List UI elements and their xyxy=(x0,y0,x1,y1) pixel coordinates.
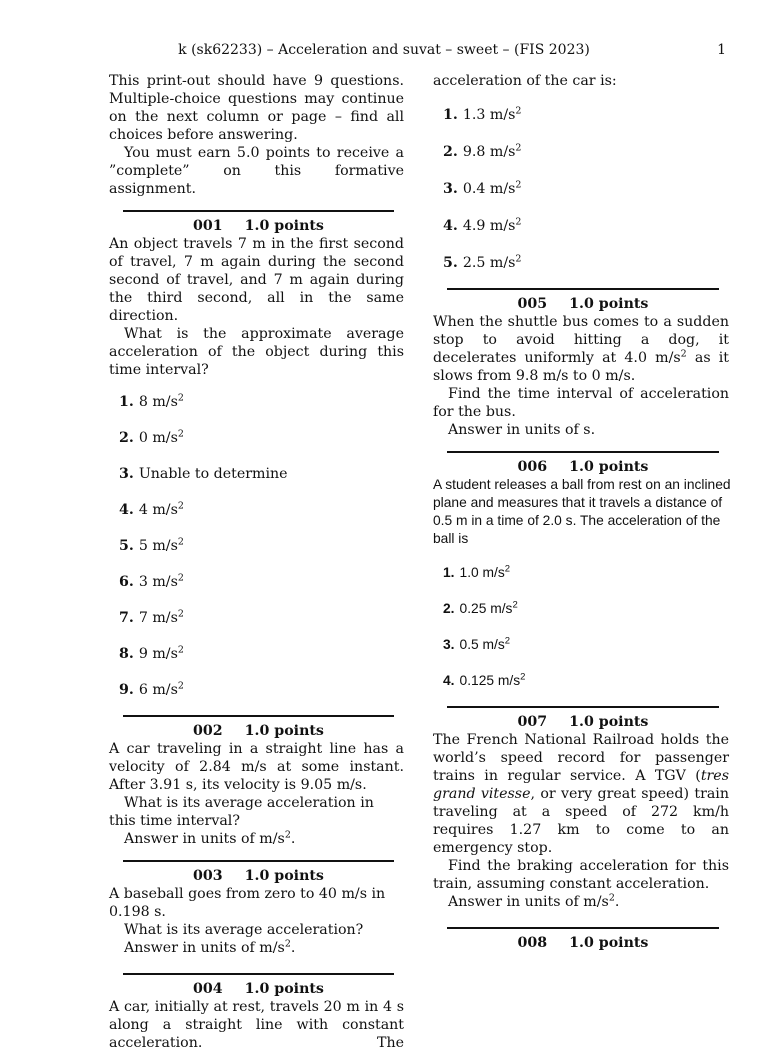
question-prompt: Find the time interval of acceleration for the bus. xyxy=(433,386,729,420)
answer-units-suffix: . xyxy=(290,831,296,847)
choice-option[interactable] xyxy=(443,600,729,636)
page-number: 1 xyxy=(717,42,726,58)
choice-number: 2. xyxy=(119,430,134,446)
choice-number: 9. xyxy=(119,682,134,698)
choice-option[interactable] xyxy=(119,645,404,681)
choice-value: 7 m/s xyxy=(138,610,178,626)
choice-exponent: 2 xyxy=(515,179,522,191)
choice-option[interactable] xyxy=(443,254,729,276)
choice-exponent: 2 xyxy=(177,536,184,548)
choice-number: 4. xyxy=(119,502,134,518)
question-points: 1.0 points xyxy=(244,218,324,234)
choice-exponent: 2 xyxy=(177,500,184,512)
choice-exponent: 2 xyxy=(520,671,526,683)
choice-number: 2. xyxy=(443,601,455,616)
choice-option[interactable] xyxy=(443,564,729,600)
answer-units-exponent: 2 xyxy=(284,829,291,841)
choice-exponent: 2 xyxy=(177,644,184,656)
choice-value: Unable to determine xyxy=(138,466,288,482)
question-number: 008 xyxy=(517,935,548,951)
question-text: A car traveling in a straight line has a velocity of 2.84 m/s at some instant. After 3.91 s, its velocity is 9.05 m/s. xyxy=(109,741,404,793)
question-header xyxy=(123,973,394,998)
question-text: A student releases a ball from rest on an inclined plane and measures that it travels a distance of 0.5 m in a time of 2.0 s. The acceleration of the ball is xyxy=(433,477,731,546)
choice-number: 4. xyxy=(443,673,455,688)
choice-exponent: 2 xyxy=(512,599,518,611)
choice-value: 0.25 m/s xyxy=(459,601,513,616)
answer-units-exponent: 2 xyxy=(284,938,291,950)
page-header xyxy=(0,42,768,62)
choice-option[interactable] xyxy=(119,501,404,537)
answer-units-text: Answer in units of m/s xyxy=(124,831,285,847)
answer-units-exponent: 2 xyxy=(608,892,615,904)
choice-value: 2.5 m/s xyxy=(462,255,516,271)
choice-list xyxy=(119,393,404,703)
choice-value: 1.0 m/s xyxy=(459,565,505,580)
choice-number: 1. xyxy=(119,394,134,410)
question-text: A car, initially at rest, travels 20 m in 4 s along a straight line with constant acceleration. The xyxy=(109,999,404,1051)
right-column xyxy=(433,72,729,952)
intro-paragraph: This print-out should have 9 questions. Multiple-choice questions may continue on the next column or page – find all choices before answering. xyxy=(109,73,404,143)
choice-value: 6 m/s xyxy=(138,682,178,698)
question-text-italic: tres grand vitesse xyxy=(433,768,729,802)
question-header xyxy=(447,927,719,952)
choice-number: 3. xyxy=(443,637,455,652)
question-points: 1.0 points xyxy=(569,296,649,312)
question-text-part: , or very great speed) train traveling at a speed of 272 km/h requires 1.27 km to come to an emergency stop. xyxy=(433,786,729,856)
question-number: 003 xyxy=(193,868,223,884)
choice-value: 0.125 m/s xyxy=(459,673,521,688)
question-points: 1.0 points xyxy=(569,714,649,730)
choice-value: 0.5 m/s xyxy=(459,637,505,652)
choice-list xyxy=(443,106,729,276)
choice-value: 3 m/s xyxy=(138,574,178,590)
choice-option[interactable] xyxy=(119,429,404,465)
answer-units xyxy=(433,893,729,911)
choice-exponent: 2 xyxy=(504,635,511,647)
question-text-part: as it slows from 9.8 m/s to 0 m/s. xyxy=(433,350,730,384)
question-points: 1.0 points xyxy=(244,981,324,997)
question-text-continued: acceleration of the car is: xyxy=(433,73,617,89)
choice-value: 0 m/s xyxy=(138,430,178,446)
question-text: An object travels 7 m in the first second of travel, 7 m again during the second second of travel, and 7 m again during the third second, all in the same direction. xyxy=(109,236,404,324)
choice-value: 1.3 m/s xyxy=(462,107,516,123)
question-text-exponent: 2 xyxy=(680,348,687,360)
choice-exponent: 2 xyxy=(515,105,522,117)
question-number: 001 xyxy=(193,218,223,234)
question-text-part: The French National Railroad holds the world’s speed record for passenger trains in regular service. A TGV ( xyxy=(433,732,729,784)
question-header xyxy=(123,210,394,235)
choice-option[interactable] xyxy=(119,573,404,609)
choice-value: 5 m/s xyxy=(138,538,178,554)
choice-number: 8. xyxy=(119,646,134,662)
answer-units xyxy=(109,830,404,848)
question-text xyxy=(433,313,729,385)
choice-value: 4 m/s xyxy=(138,502,178,518)
choice-value: 9 m/s xyxy=(138,646,178,662)
choice-option[interactable] xyxy=(119,681,404,703)
answer-units-text: Answer in units of m/s xyxy=(124,940,285,956)
question-header xyxy=(447,706,719,731)
question-prompt: What is the approximate average acceleration of the object during this time interval? xyxy=(109,326,404,378)
question-header xyxy=(447,451,719,476)
question-text-part: When the shuttle bus comes to a sudden stop to avoid hitting a dog, it decelerates uniformly at 4.0 m/s xyxy=(433,314,729,366)
choice-number: 4. xyxy=(443,218,458,234)
choice-option[interactable] xyxy=(119,537,404,573)
question-points: 1.0 points xyxy=(244,868,324,884)
choice-value: 9.8 m/s xyxy=(462,144,516,160)
choice-exponent: 2 xyxy=(515,216,522,228)
intro-requirement: You must earn 5.0 points to receive a ”complete” on this formative assignment. xyxy=(109,145,404,197)
question-header xyxy=(123,860,394,885)
choice-number: 7. xyxy=(119,610,134,626)
choice-number: 5. xyxy=(119,538,134,554)
choice-option[interactable] xyxy=(443,672,729,694)
choice-exponent: 2 xyxy=(177,608,184,620)
choice-number: 2. xyxy=(443,144,458,160)
choice-exponent: 2 xyxy=(177,572,184,584)
question-number: 005 xyxy=(517,296,548,312)
choice-option[interactable] xyxy=(119,465,404,501)
choice-exponent: 2 xyxy=(515,253,522,265)
choice-list xyxy=(443,564,729,694)
question-points: 1.0 points xyxy=(244,723,324,739)
choice-value: 0.4 m/s xyxy=(462,181,516,197)
choice-number: 1. xyxy=(443,565,455,580)
answer-units xyxy=(109,939,404,957)
choice-option[interactable] xyxy=(443,106,729,143)
question-number: 006 xyxy=(517,459,548,475)
choice-exponent: 2 xyxy=(177,392,184,404)
choice-exponent: 2 xyxy=(515,142,522,154)
answer-units: Answer in units of s. xyxy=(448,422,596,438)
answer-units-suffix: . xyxy=(614,894,620,910)
choice-option[interactable] xyxy=(443,143,729,180)
choice-option[interactable] xyxy=(443,636,729,672)
question-header xyxy=(447,288,719,313)
document-title: k (sk62233) – Acceleration and suvat – sweet – (FIS 2023) xyxy=(178,42,590,58)
question-points: 1.0 points xyxy=(569,935,649,951)
choice-option[interactable] xyxy=(119,393,404,429)
choice-value: 8 m/s xyxy=(138,394,178,410)
answer-units-suffix: . xyxy=(290,940,296,956)
question-number: 004 xyxy=(193,981,223,997)
question-number: 007 xyxy=(517,714,548,730)
question-header xyxy=(123,715,394,740)
question-prompt: Find the braking acceleration for this train, assuming constant acceleration. xyxy=(433,858,729,892)
question-text xyxy=(433,731,729,857)
question-points: 1.0 points xyxy=(569,459,649,475)
choice-exponent: 2 xyxy=(177,428,184,440)
choice-exponent: 2 xyxy=(504,563,511,575)
choice-number: 6. xyxy=(119,574,134,590)
left-column xyxy=(109,72,404,1052)
choice-value: 4.9 m/s xyxy=(462,218,516,234)
choice-number: 1. xyxy=(443,107,458,123)
question-text: A baseball goes from zero to 40 m/s in 0.198 s. xyxy=(109,886,386,920)
choice-exponent: 2 xyxy=(177,680,184,692)
choice-option[interactable] xyxy=(119,609,404,645)
choice-option[interactable] xyxy=(443,180,729,217)
choice-number: 5. xyxy=(443,255,458,271)
choice-option[interactable] xyxy=(443,217,729,254)
choice-number: 3. xyxy=(119,466,134,482)
answer-units-text: Answer in units of m/s xyxy=(448,894,609,910)
choice-number: 3. xyxy=(443,181,458,197)
question-prompt: What is its average acceleration in this time interval? xyxy=(109,795,374,829)
question-prompt: What is its average acceleration? xyxy=(124,922,364,938)
question-number: 002 xyxy=(193,723,223,739)
